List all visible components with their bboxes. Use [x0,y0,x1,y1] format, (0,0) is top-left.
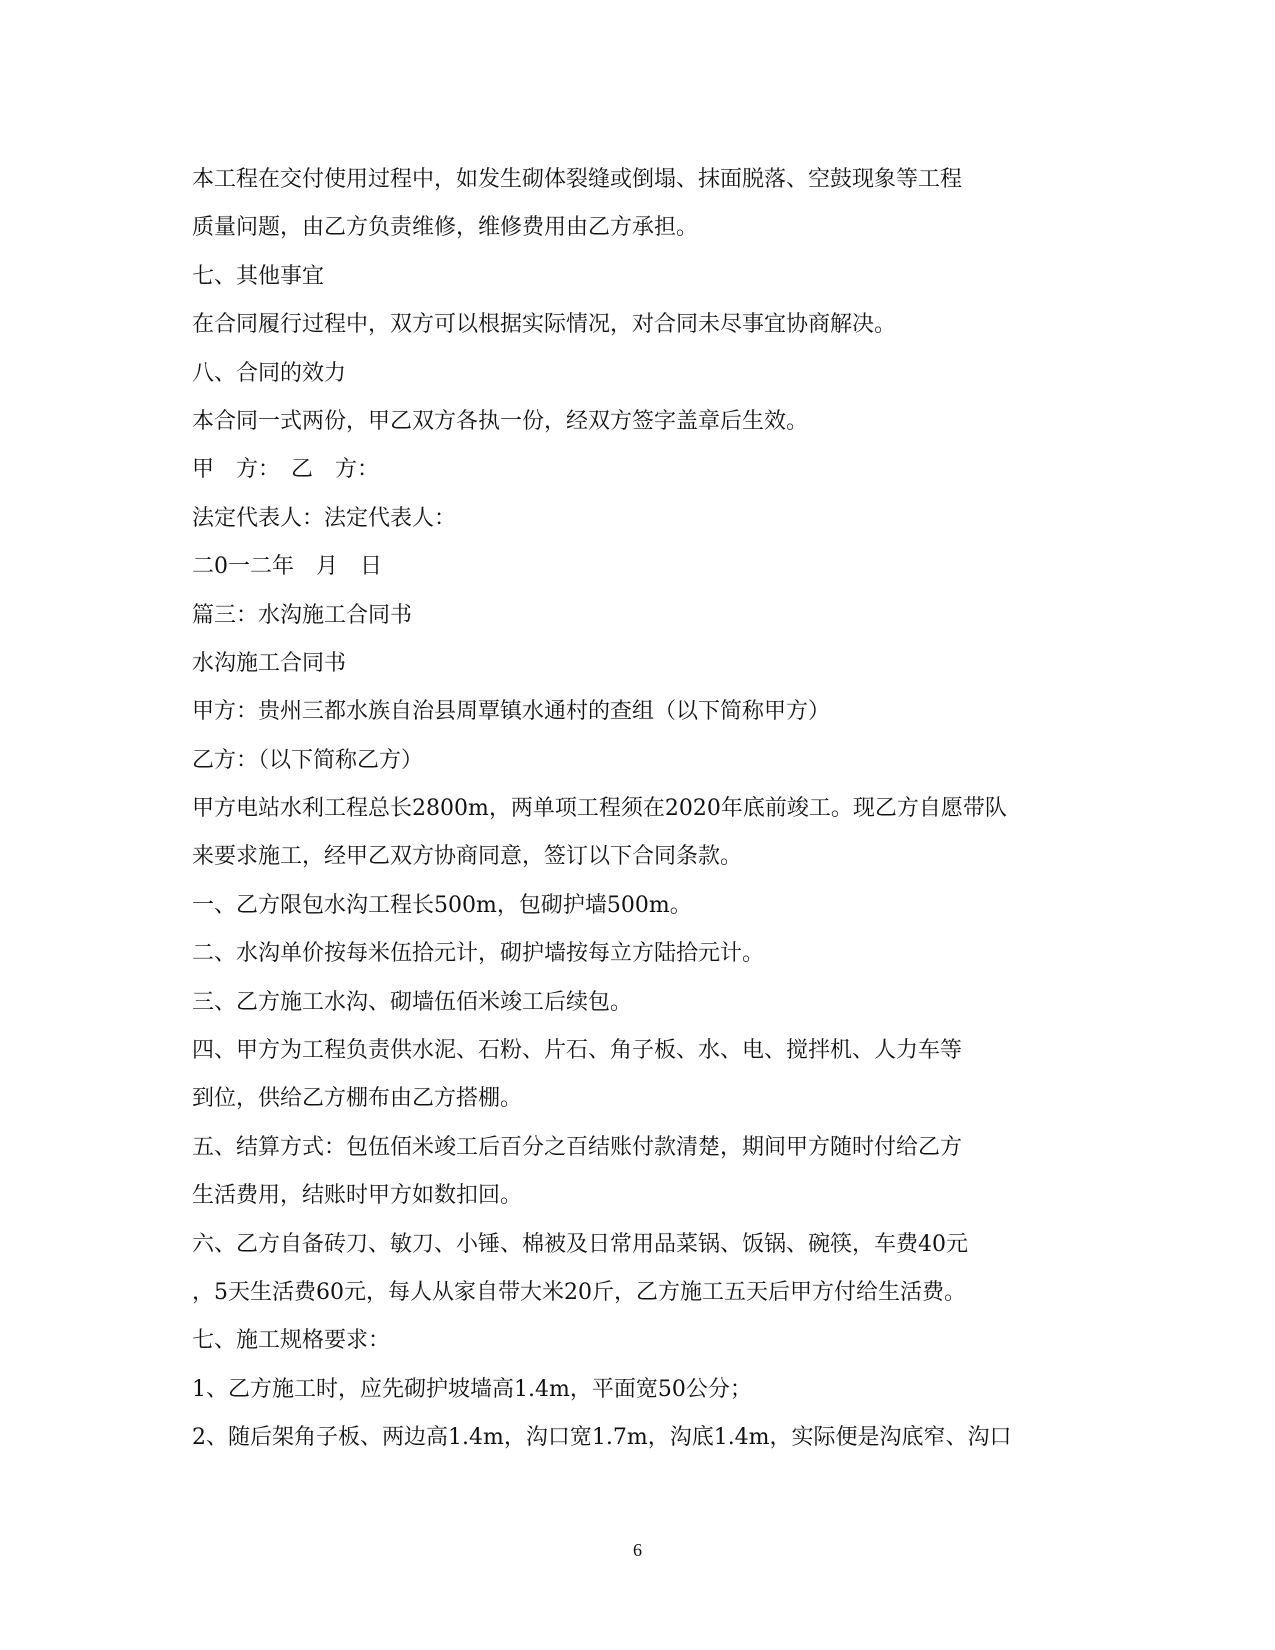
clause-item: 六、乙方自备砖刀、敏刀、小锤、棉被及日常用品菜锅、饭锅、碗筷，车费40元 [192,1231,968,1257]
section-heading: 八、合同的效力 [192,360,347,386]
clause-item: 一、乙方限包水沟工程长500m，包砌护墙500m。 [192,892,692,918]
party-a: 甲方：贵州三都水族自治县周覃镇水通村的查组（以下简称甲方） [192,699,831,725]
text-line: 生活费用，结账时甲方如数扣回。 [192,1183,523,1209]
clause-item: 七、施工规格要求： [192,1328,391,1354]
party-b: 乙方：（以下简称乙方） [192,747,424,773]
text-line: 甲方电站水利工程总长2800m，两单项工程须在2020年底前竣工。现乙方自愿带队 [192,796,1007,822]
text-line: 在合同履行过程中，双方可以根据实际情况，对合同未尽事宜协商解决。 [192,312,897,338]
text-line: 到位，供给乙方棚布由乙方搭棚。 [192,1086,523,1112]
signature-representatives: 法定代表人：法定代表人： [192,505,457,531]
contract-title: 水沟施工合同书 [192,650,347,676]
document-body [192,156,1072,1463]
text-line: ，5天生活费60元，每人从家自带大米20斤，乙方施工五天后甲方付给生活费。 [192,1279,966,1305]
clause-item: 四、甲方为工程负责供水泥、石粉、片石、角子板、水、电、搅拌机、人力车等 [192,1038,963,1064]
page-number: 6 [633,1540,642,1560]
clause-item: 三、乙方施工水沟、砌墙伍佰米竣工后续包。 [192,989,633,1015]
text-line: 本工程在交付使用过程中，如发生砌体裂缝或倒塌、抹面脱落、空鼓现象等工程 [192,167,963,192]
clause-item: 二、水沟单价按每米伍拾元计，砌护墙按每立方陆拾元计。 [192,941,765,967]
clause-item: 五、结算方式：包伍佰米竣工后百分之百结账付款清楚，期间甲方随时付给乙方 [192,1134,963,1160]
chapter-heading: 篇三：水沟施工合同书 [192,602,413,628]
signature-parties: 甲 方： 乙 方： [192,457,380,483]
signature-date: 二0一二年 月 日 [192,554,382,580]
text-line: 本合同一式两份，甲乙双方各执一份，经双方签字盖章后生效。 [192,408,809,434]
sub-clause-item: 1、乙方施工时，应先砌护坡墙高1.4m，平面宽50公分； [192,1376,752,1402]
sub-clause-item: 2、随后架角子板、两边高1.4m，沟口宽1.7m，沟底1.4m，实际便是沟底窄、沟口 [192,1425,1012,1451]
section-heading: 七、其他事宜 [192,263,325,289]
text-line: 质量问题，由乙方负责维修，维修费用由乙方承担。 [192,215,699,241]
text-line: 来要求施工，经甲乙双方协商同意，签订以下合同条款。 [192,844,743,870]
